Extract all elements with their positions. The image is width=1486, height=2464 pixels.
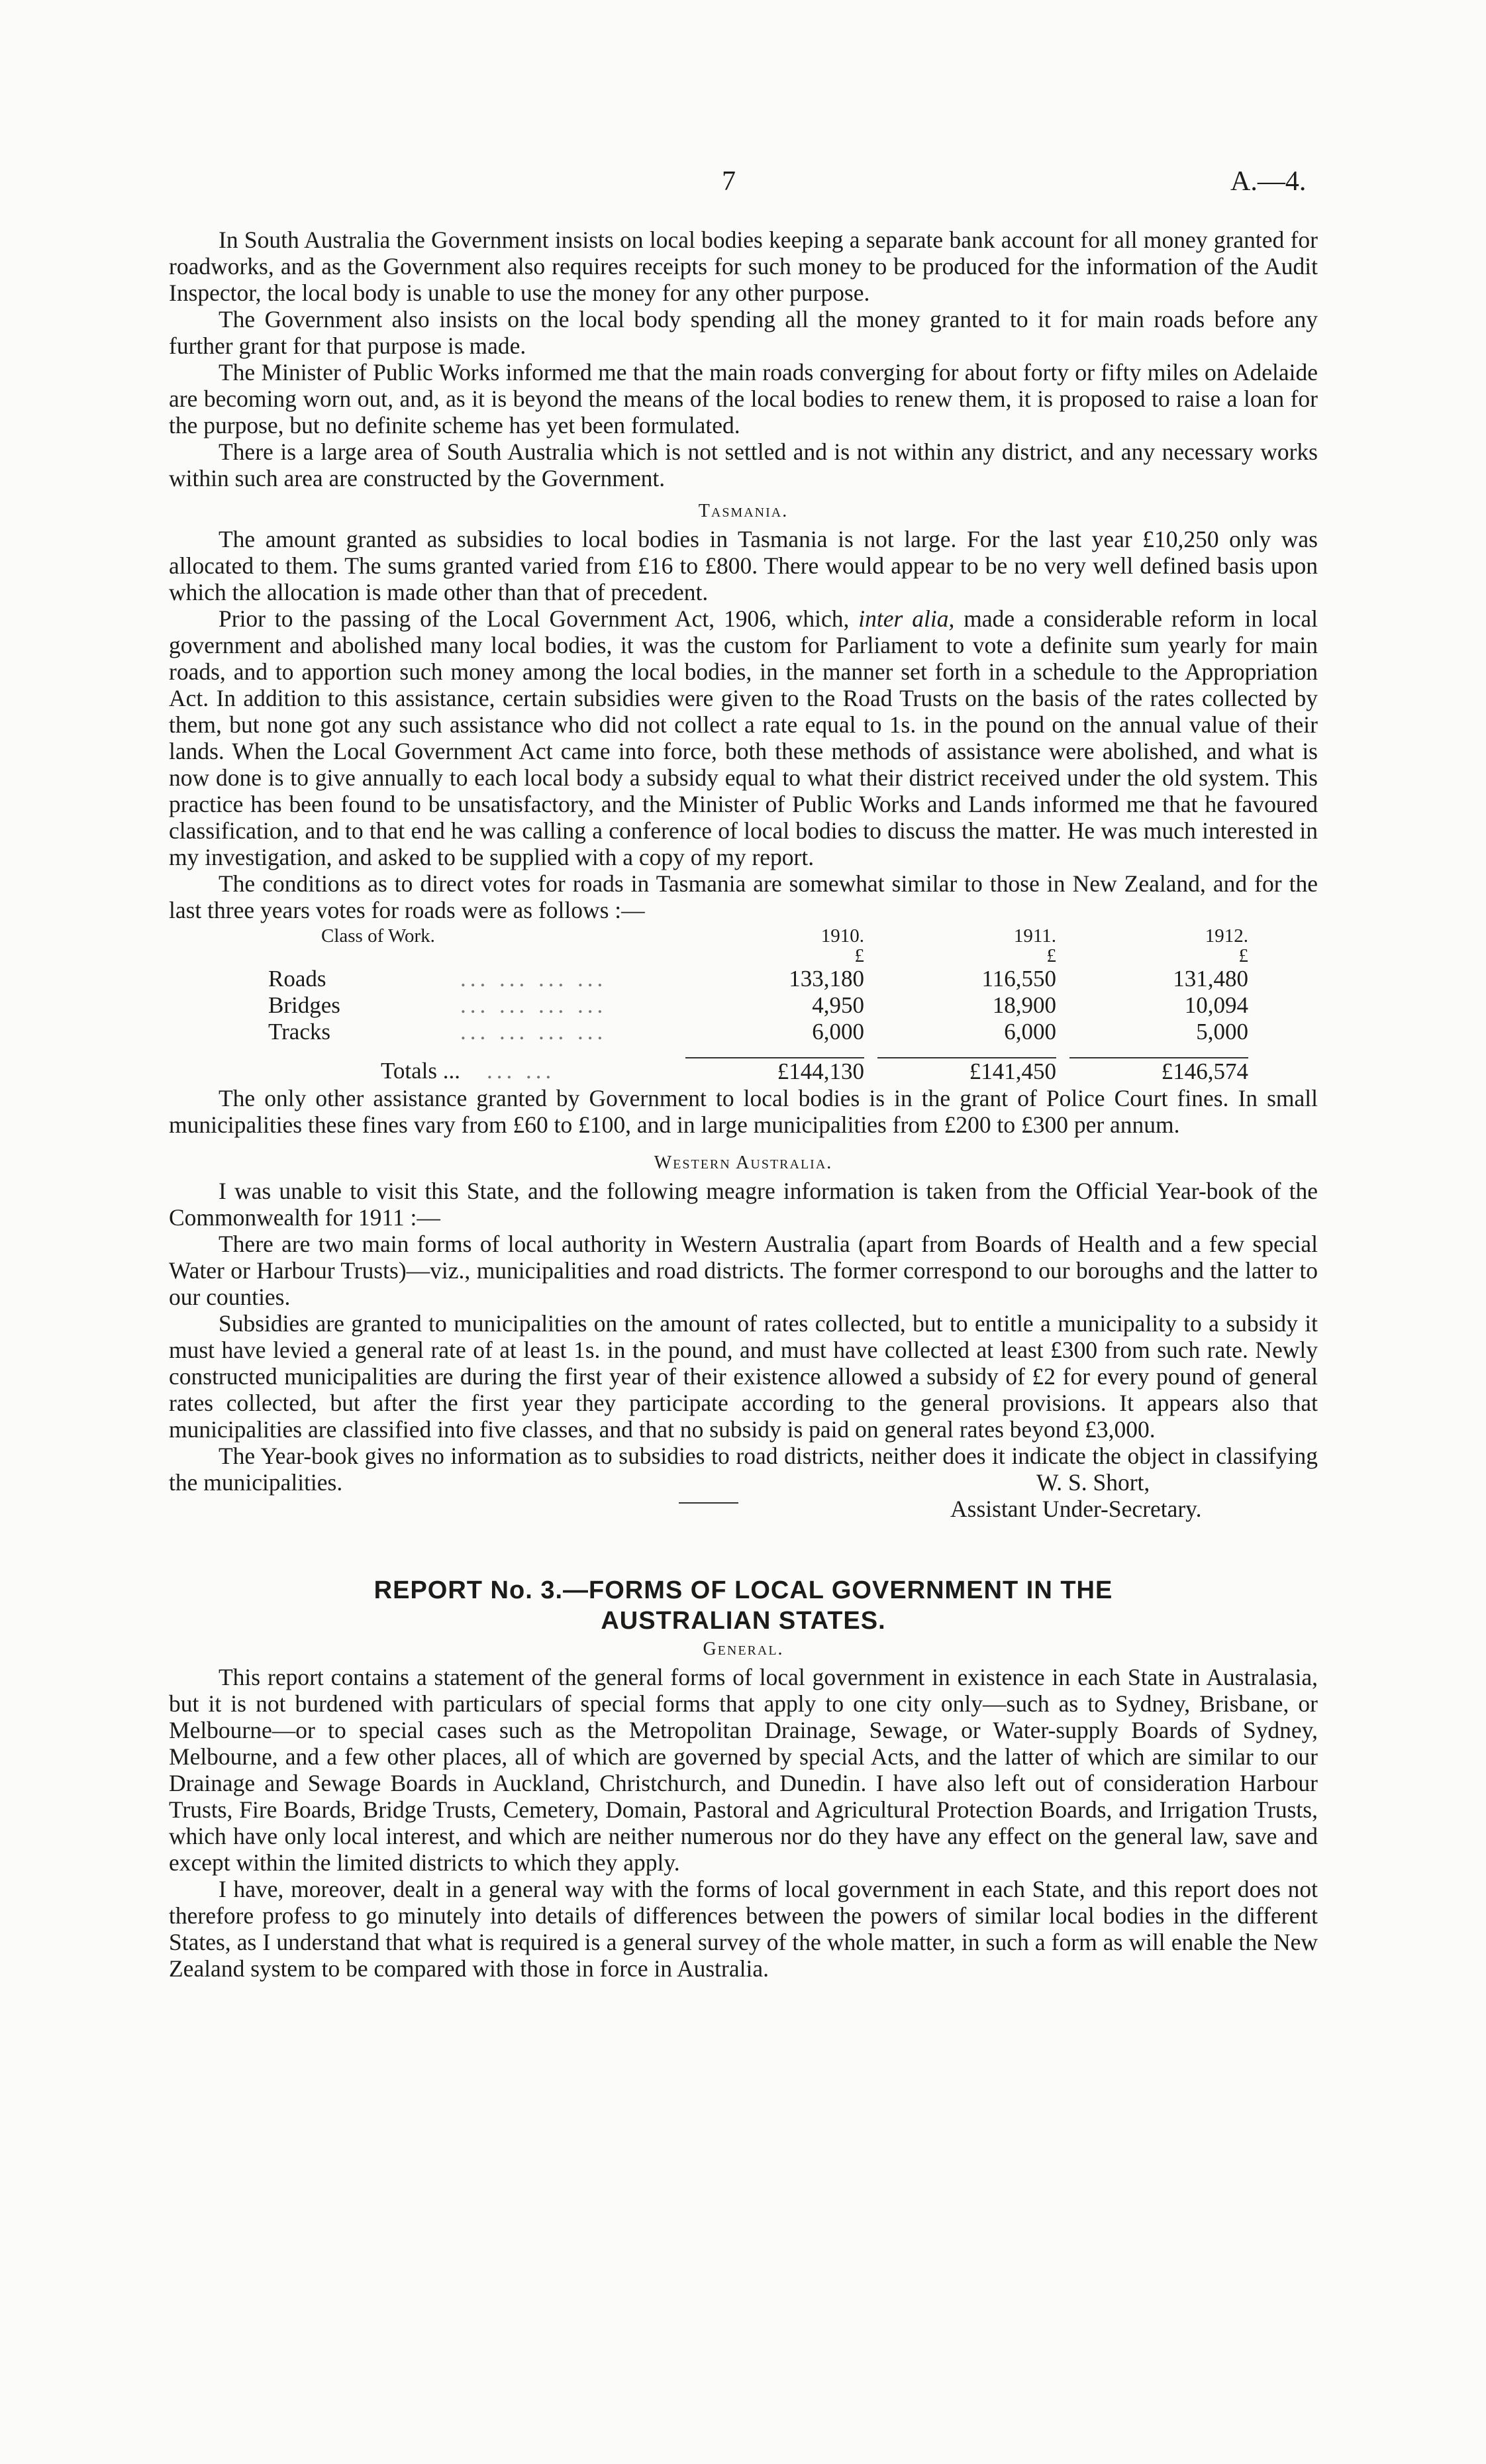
bridges-1911: 18,900 [992, 992, 1056, 1018]
tasmania-paragraph-1: The amount granted as subsidies to local bodies in Tasmania is not large. For the last year £10,250 only was allocated to them. The sums granted varied from £16 to £800. There would appear to be no very well defined basis upon which the allocation is made other than that of precedent. [169, 526, 1318, 605]
tasmania-p2-text-before: Prior to the passing of the Local Government Act, 1906, which, [219, 605, 850, 632]
western-australia-heading: Western Australia. [654, 1153, 833, 1173]
wa-paragraph-1: I was unable to visit this State, and the following meagre information is taken from the Official Year-book of the Commonwealth for 1911 :— [169, 1178, 1318, 1231]
signature-name: W. S. Short, [1036, 1469, 1150, 1496]
table-row [268, 1019, 1262, 1045]
report-title [169, 1575, 1318, 1636]
row-label-bridges: Bridges [268, 992, 340, 1018]
tasmania-paragraph-3: The conditions as to direct votes for roads in Tasmania are somewhat similar to those in New Zealand, and for the last three years votes for roads were as follows :— [169, 870, 1318, 923]
total-1912: £146,574 [1161, 1058, 1248, 1084]
bridges-1910: 4,950 [812, 992, 864, 1018]
wa-paragraph-4: The Year-book gives no information as to subsidies to road districts, neither does it indicate the object in classifying the municipalities. [169, 1443, 1318, 1496]
table-header-row [268, 926, 1262, 946]
tracks-1911: 6,000 [1004, 1019, 1056, 1045]
totals-label: Totals ... [380, 1058, 460, 1084]
row-label-tracks: Tracks [268, 1019, 330, 1045]
south-australia-section [169, 227, 1318, 491]
table-row [268, 992, 1262, 1019]
wa-paragraph-3: Subsidies are granted to municipalities on the amount of rates collected, but to entitle a municipality to a subsidy it must have levied a general rate of at least 1s. in the pound, and must have collected at least £300 from such rate. Newly constructed municipalities are during the first year of their existence allowed a subsidy of £2 for every pound of general rates collected, but after the first year they participate according to the general provisions. It appears also that municipalities are classified into five classes, and that no subsidy is paid on general rates beyond £3,000. [169, 1310, 1318, 1443]
year-1911-header: 1911. [1013, 925, 1056, 947]
main-column [169, 227, 1318, 1982]
totals-row [268, 1045, 1262, 1085]
document-reference: A.—4. [1230, 166, 1307, 197]
tasmania-heading: Tasmania. [698, 501, 789, 521]
leader-dots: ... ... ... ... [460, 1019, 607, 1045]
tasmania-paragraph-2 [169, 605, 1318, 870]
class-of-work-header: Class of Work. [321, 925, 435, 947]
year-1912-header: 1912. [1205, 925, 1248, 947]
tracks-1912: 5,000 [1196, 1019, 1248, 1045]
general-subheading: General. [703, 1639, 784, 1659]
report-paragraph-2: I have, moreover, dealt in a general way with the forms of local government in each State, and this report does not therefore profess to go minutely into details of differences between the powers of similar local bodies in the different States, as I understand that what is required is a general survey of the whole matter, in such a form as will enable the New Zealand system to be compared with those in force in Australia. [169, 1876, 1318, 1982]
roads-1910: 133,180 [789, 966, 864, 992]
report-title-line-1: REPORT No. 3.—FORMS OF LOCAL GOVERNMENT IN THE [373, 1576, 1113, 1604]
table-unit-row [268, 946, 1262, 966]
road-votes-table [268, 926, 1262, 1085]
total-1910: £144,130 [777, 1058, 864, 1084]
total-1911: £141,450 [969, 1058, 1056, 1084]
row-label-roads: Roads [268, 966, 326, 992]
table-row [268, 966, 1262, 992]
report-3-section [169, 1575, 1318, 1982]
leader-dots: ... ... ... ... [460, 966, 607, 992]
unit-1912: £ [1238, 945, 1248, 966]
tasmania-p2-text-after: made a considerable reform in local government and abolished many local bodies, it was the custom for Parliament to vote a definite sum yearly for main roads, and to apportion such money among the local bodies, in the manner set forth in a schedule to the Appropriation Act. In addition to this assistance, certain subsidies were given to the Road Trusts on the basis of the rates collected by them, but none got any such assistance who did not collect a rate equal to 1s. in the pound on the annual value of their lands. When the Local Government Act came into force, both these methods of assistance were abolished, and what is now done is to give annually to each local body a subsidy equal to what their district received under the old system. This practice has been found to be unsatisfactory, and the Minister of Public Works and Lands informed me that he favoured classification, and to that end he was calling a conference of local bodies to discuss the matter. He was much interested in my investigation, and asked to be supplied with a copy of my report. [169, 605, 1318, 870]
roads-1911: 116,550 [981, 966, 1056, 992]
report-paragraph-1: This report contains a statement of the general forms of local government in existence in each State in Australasia, but it is not burdened with particulars of special forms that apply to one city only—such as to Sydney, Brisbane, or Melbourne—or to special cases such as the Metropolitan Drainage, Sewage, or Water-supply Boards of Sydney, Melbourne, and a few other places, all of which are governed by special Acts, and the latter of which are similar to our Drainage and Sewage Boards in Auckland, Christchurch, and Dunedin. I have also left out of consideration Harbour Trusts, Fire Boards, Bridge Trusts, Cemetery, Domain, Pastoral and Agricultural Protection Boards, and Irrigation Trusts, which have only local interest, and which are neither numerous nor do they have any effect on the general law, save and except within the limited districts to which they apply. [169, 1664, 1318, 1876]
sa-paragraph-2: The Government also insists on the local body spending all the money granted to it for main roads before any further grant for that purpose is made. [169, 306, 1318, 359]
signature-title: Assistant Under-Secretary. [950, 1496, 1202, 1522]
totals-leader-dots: ... ... [487, 1058, 556, 1084]
year-1910-header: 1910. [820, 925, 864, 947]
roads-1912: 131,480 [1173, 966, 1248, 992]
western-australia-section [169, 1153, 1318, 1551]
tasmania-paragraph-4: The only other assistance granted by Government to local bodies is in the grant of Police Court fines. In small municipalities these fines vary from £60 to £100, and in large municipalities from £200 to £300 per annum. [169, 1085, 1318, 1138]
tasmania-section [169, 501, 1318, 1138]
sa-paragraph-1: In South Australia the Government insists on local bodies keeping a separate bank account for all money granted for roadworks, and as the Government also requires receipts for such money to be produced for the information of the Audit Inspector, the local body is unable to use the money for any other purpose. [169, 227, 1318, 306]
unit-1911: £ [1046, 945, 1056, 966]
unit-1910: £ [854, 945, 864, 966]
leader-dots: ... ... ... ... [460, 992, 607, 1018]
wa-paragraph-2: There are two main forms of local authority in Western Australia (apart from Boards of Health and a few special Water or Harbour Trusts)—viz., municipalities and road districts. The former correspond to our boroughs and the latter to our counties. [169, 1231, 1318, 1310]
report-title-line-2: AUSTRALIAN STATES. [601, 1607, 886, 1635]
signature-dash [679, 1502, 738, 1504]
page-number: 7 [722, 166, 736, 197]
sa-paragraph-4: There is a large area of South Australia which is not settled and is not within any district, and any necessary works within such area are constructed by the Government. [169, 438, 1318, 491]
tasmania-p2-italic: inter alia, [858, 605, 955, 632]
page-header [0, 166, 1486, 205]
bridges-1912: 10,094 [1184, 992, 1248, 1018]
tracks-1910: 6,000 [812, 1019, 864, 1045]
sa-paragraph-3: The Minister of Public Works informed me that the main roads converging for about forty or fifty miles on Adelaide are becoming worn out, and, as it is beyond the means of the local bodies to renew them, it is proposed to raise a loan for the purpose, but no definite scheme has yet been formulated. [169, 359, 1318, 438]
